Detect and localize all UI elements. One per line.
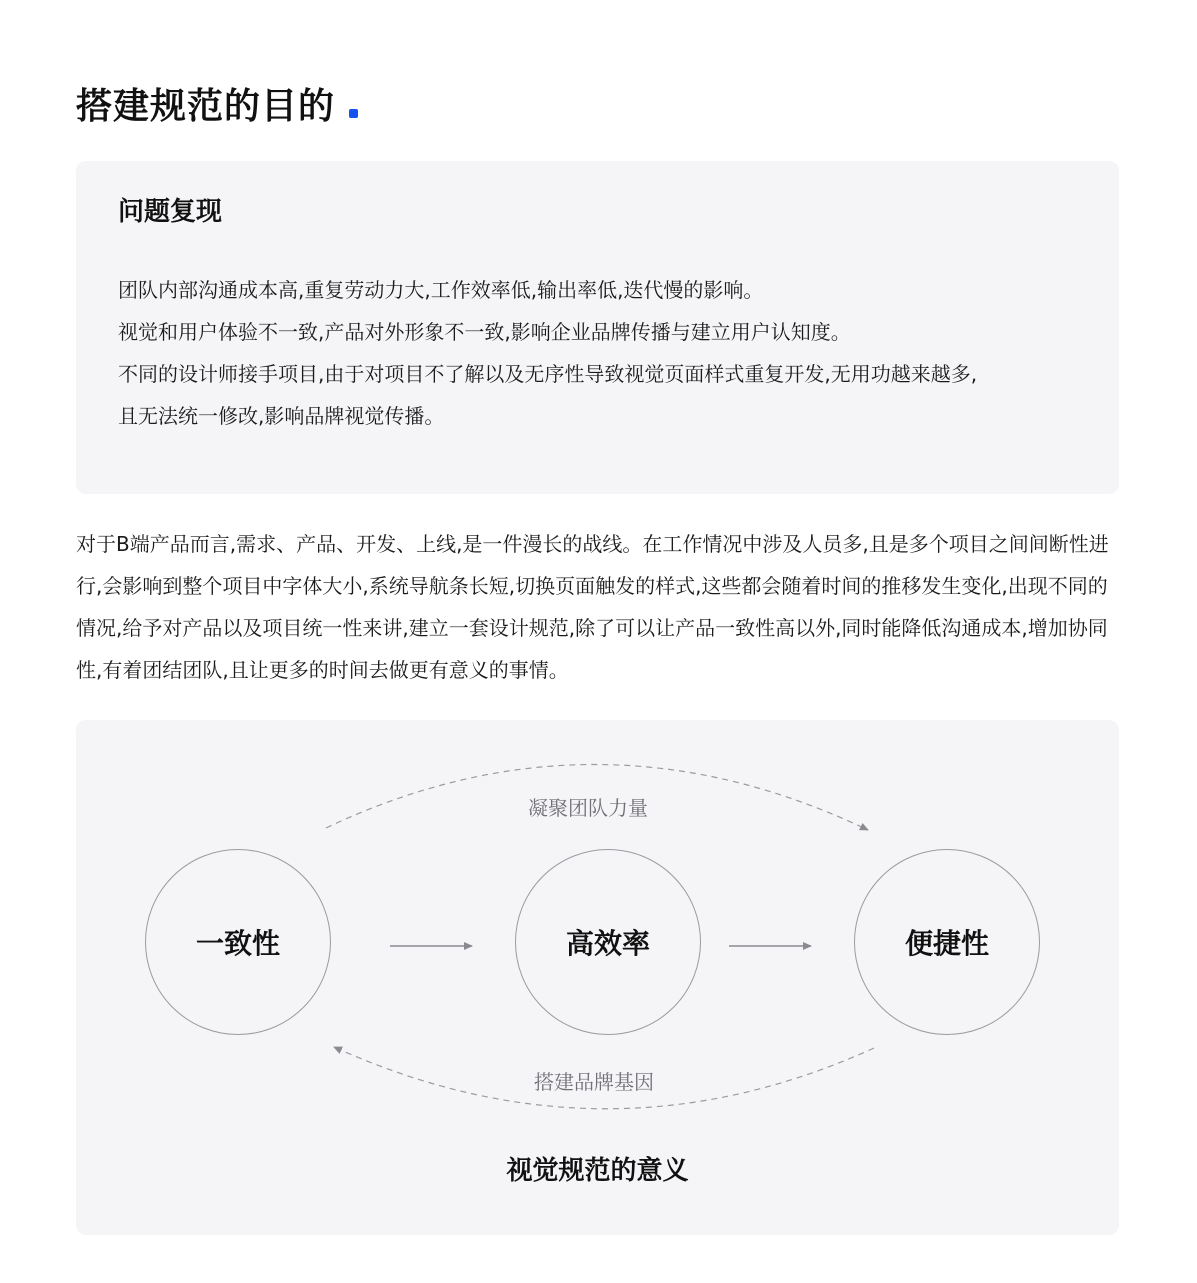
title-accent-dot xyxy=(349,109,358,118)
problem-line: 团队内部沟通成本高,重复劳动力大,工作效率低,输出率低,迭代慢的影响。 xyxy=(118,278,764,302)
problem-line: 且无法统一修改,影响品牌视觉传播。 xyxy=(118,404,445,428)
problem-card xyxy=(76,161,1119,494)
meaning-diagram xyxy=(76,720,1119,1235)
diagram-caption: 视觉规范的意义 xyxy=(506,1156,689,1186)
problem-line: 视觉和用户体验不一致,产品对外形象不一致,影响企业品牌传播与建立用户认知度。 xyxy=(118,320,851,344)
page-title-text: 搭建规范的目的 xyxy=(76,86,336,127)
bottom-arc-label: 搭建品牌基因 xyxy=(534,1070,654,1094)
problem-line: 不同的设计师接手项目,由于对项目不了解以及无序性导致视觉页面样式重复开发,无用功越来越多, xyxy=(118,362,978,386)
problem-card-title: 问题复现 xyxy=(118,197,223,227)
problem-list xyxy=(118,269,1108,437)
node-consistency: 一致性 xyxy=(145,849,331,1035)
top-arc-label: 凝聚团队力量 xyxy=(528,796,648,820)
node-convenience: 便捷性 xyxy=(854,849,1040,1035)
page-title xyxy=(76,78,358,129)
description-paragraph: 对于B端产品而言,需求、产品、开发、上线,是一件漫长的战线。在工作情况中涉及人员多,且是多个项目之间间断性进行,会影响到整个项目中字体大小,系统导航条长短,切换页面触发的样式,这些都会随着时间的推移发生变化,出现不同的情况,给予对产品以及项目统一性来讲,建立一套设计规范,除了可以让产品一致性高以外,同时能降低沟通成本,增加协同性,有着团结团队,且让更多的时间去做更有意义的事情。 xyxy=(76,532,1109,682)
node-efficiency: 高效率 xyxy=(515,849,701,1035)
